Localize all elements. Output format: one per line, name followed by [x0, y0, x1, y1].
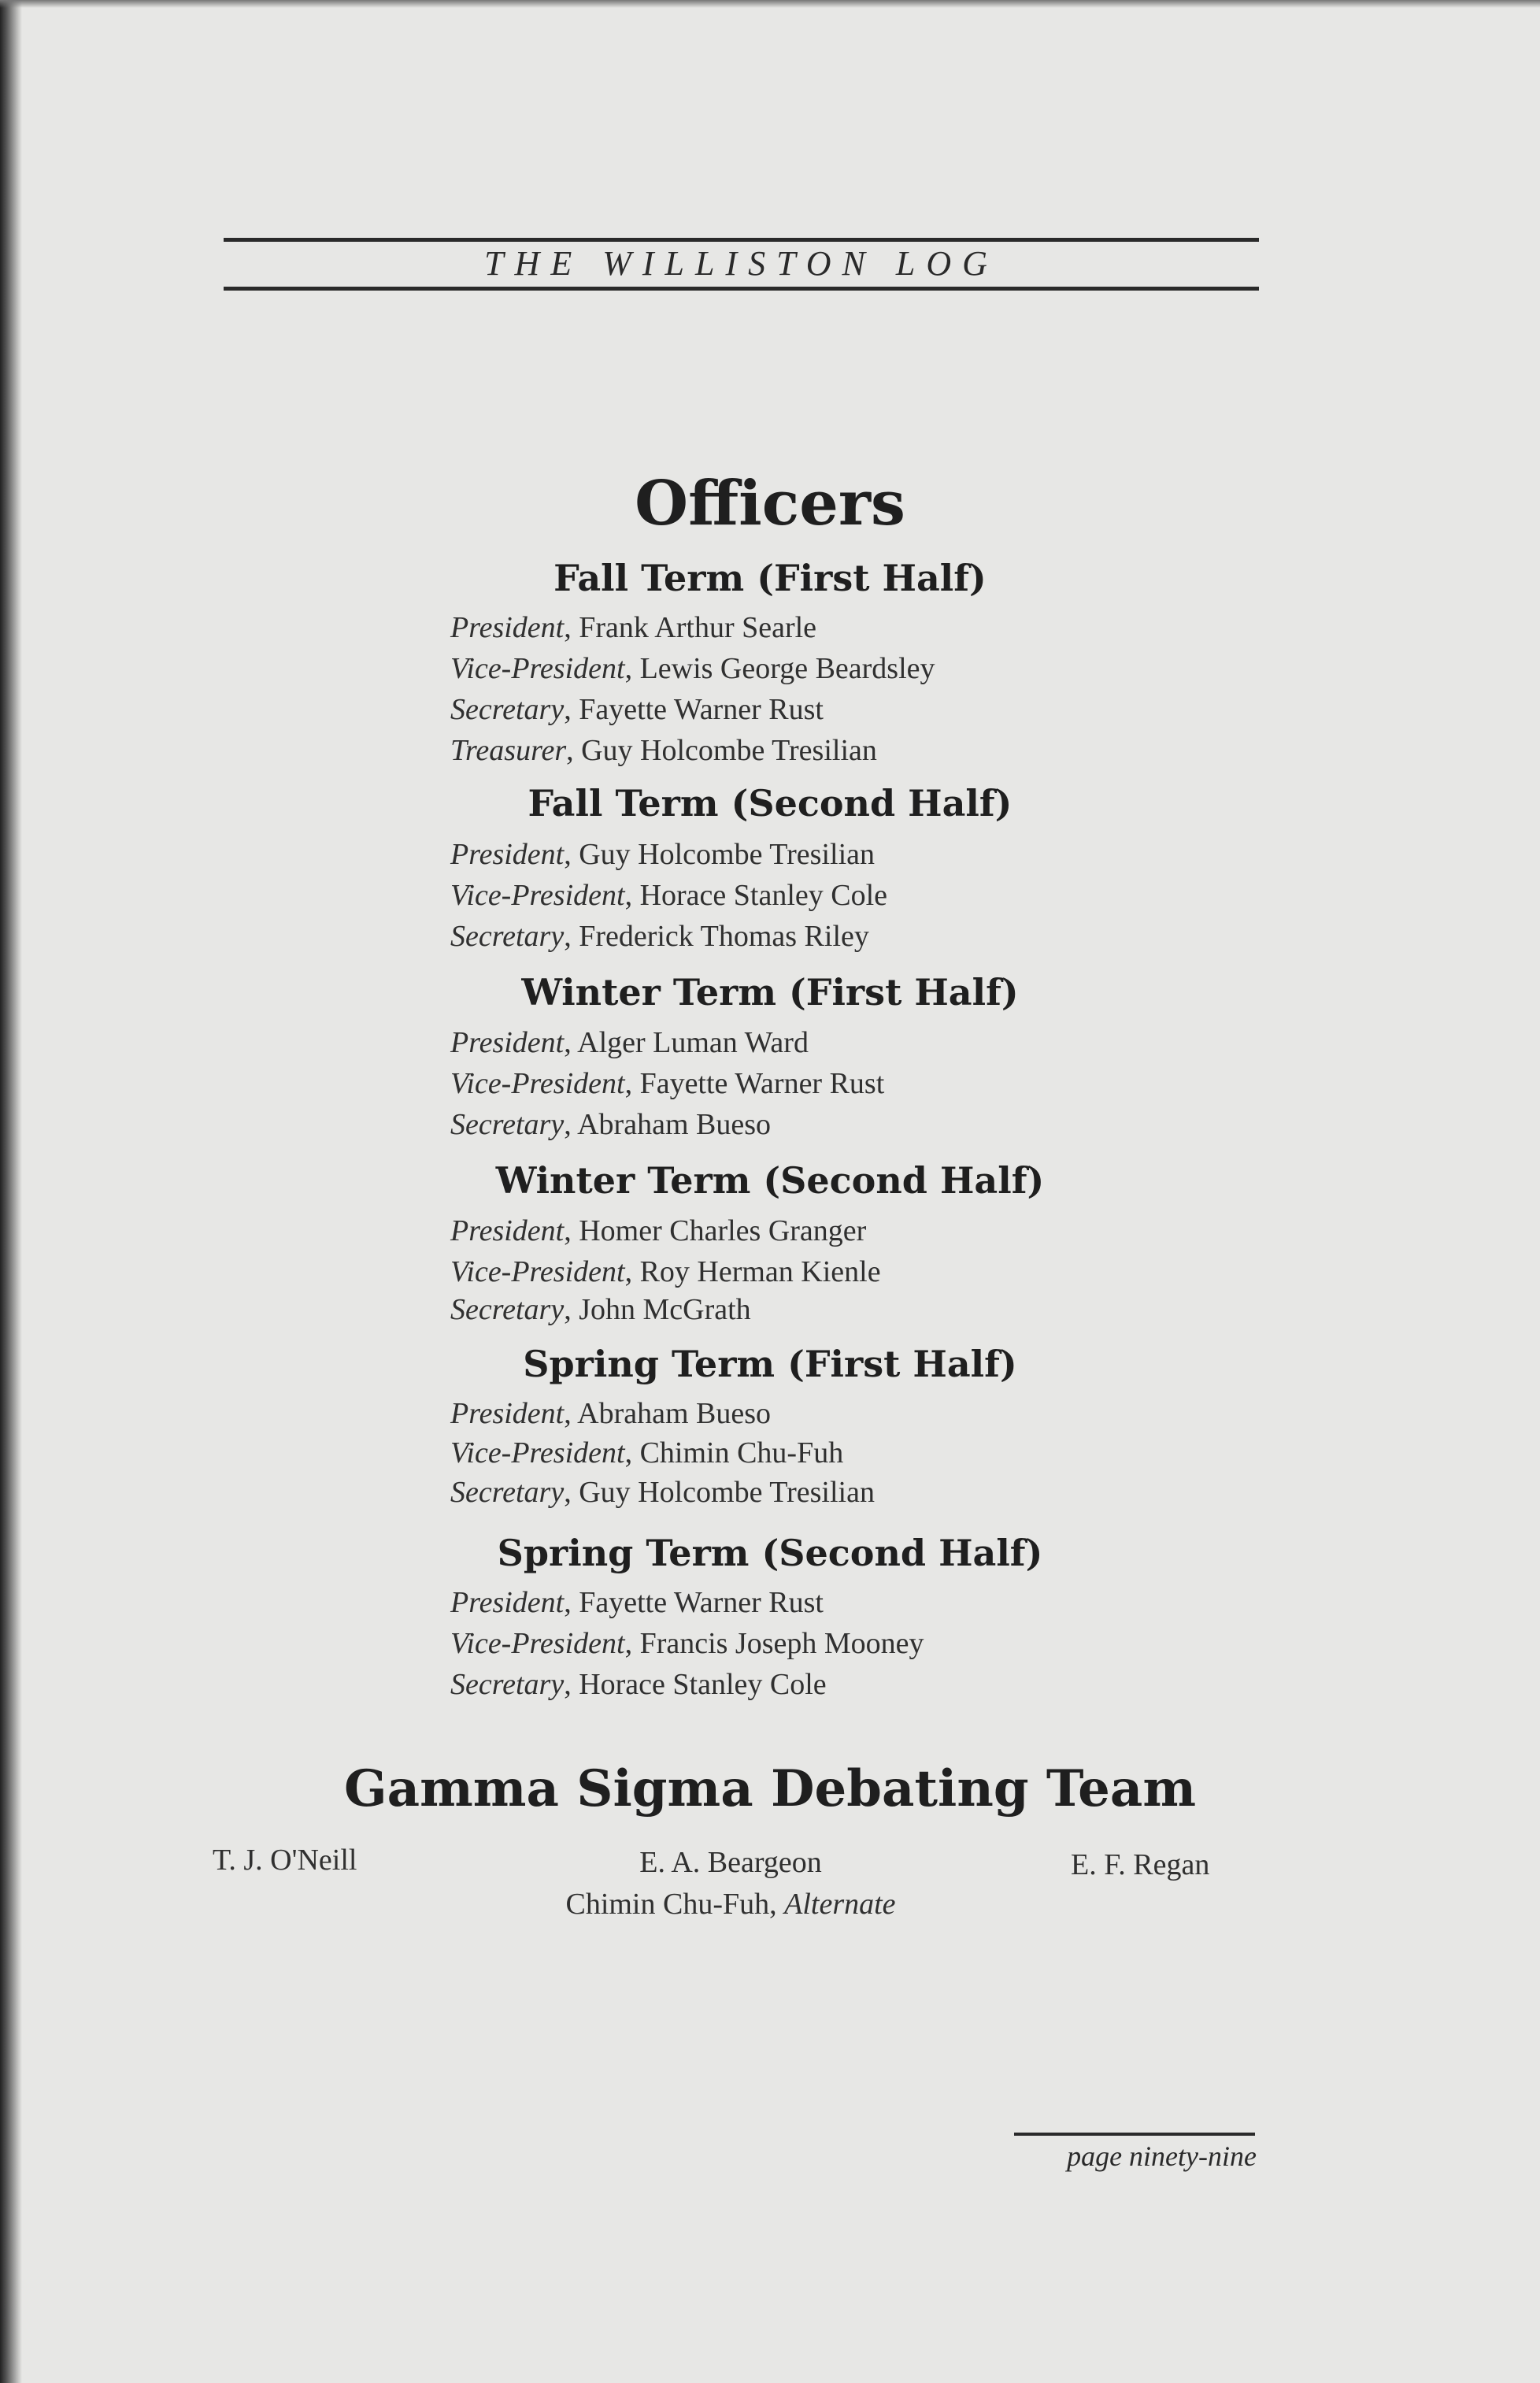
term-heading: Fall Term (First Half) — [553, 557, 987, 599]
officer-name: Chimin Chu-Fuh — [639, 1436, 844, 1469]
officer-name: Guy Holcombe Tresilian — [579, 1476, 875, 1509]
officer-entry: President, Homer Charles Granger — [450, 1214, 867, 1247]
page-number: page ninety-nine — [1067, 2140, 1257, 2172]
officer-name: John McGrath — [579, 1293, 751, 1326]
officer-name: Lewis George Beardsley — [639, 652, 935, 685]
officer-entry: President, Abraham Bueso — [450, 1397, 772, 1430]
officer-name: Alger Luman Ward — [577, 1026, 809, 1059]
team-member: E. A. Beargeon — [639, 1846, 822, 1879]
team-member: E. F. Regan — [1071, 1848, 1210, 1881]
officer-name: Horace Stanley Cole — [639, 879, 888, 912]
officer-role: Vice-President — [450, 1627, 625, 1660]
term-heading: Winter Term (First Half) — [521, 971, 1019, 1014]
officer-entry: President, Frank Arthur Searle — [450, 611, 817, 644]
officer-entry: President, Fayette Warner Rust — [450, 1586, 824, 1619]
officer-role: Secretary — [450, 1293, 565, 1326]
officer-role: Vice-President — [450, 1067, 625, 1100]
running-head: THE WILLISTON LOG — [484, 244, 998, 283]
officer-name: Fayette Warner Rust — [579, 693, 824, 726]
officer-name: Homer Charles Granger — [579, 1214, 867, 1247]
term-heading: Spring Term (Second Half) — [497, 1532, 1043, 1574]
officer-role: President — [450, 1214, 565, 1247]
officer-entry: Secretary, Frederick Thomas Riley — [450, 920, 869, 953]
officer-name: Abraham Bueso — [577, 1108, 771, 1141]
officer-role: Secretary — [450, 693, 565, 726]
officer-name: Horace Stanley Cole — [579, 1668, 827, 1701]
officer-role: President — [450, 1586, 565, 1619]
officer-role: Vice-President — [450, 879, 625, 912]
officer-entry: Secretary, Abraham Bueso — [450, 1108, 771, 1141]
officer-name: Abraham Bueso — [577, 1397, 772, 1430]
officer-entry: Secretary, Fayette Warner Rust — [450, 693, 824, 726]
officer-role: Secretary — [450, 1668, 565, 1701]
term-heading: Winter Term (Second Half) — [495, 1159, 1045, 1202]
term-heading: Spring Term (First Half) — [523, 1343, 1017, 1385]
officer-name: Guy Holcombe Tresilian — [579, 838, 876, 871]
officer-entry: Secretary, Horace Stanley Cole — [450, 1668, 827, 1701]
officer-name: Francis Joseph Mooney — [639, 1627, 924, 1660]
alternate-name: Chimin Chu-Fuh, — [565, 1888, 777, 1921]
officer-entry: Vice-President, Francis Joseph Mooney — [450, 1627, 924, 1660]
officer-name: Fayette Warner Rust — [639, 1067, 885, 1100]
officer-role: Vice-President — [450, 652, 625, 685]
page-top-edge — [0, 0, 1540, 8]
officer-role: Secretary — [450, 920, 565, 953]
officer-role: Secretary — [450, 1108, 565, 1141]
officer-name: Guy Holcombe Tresilian — [581, 734, 877, 767]
officer-entry: President, Guy Holcombe Tresilian — [450, 838, 876, 871]
officer-entry: Vice-President, Lewis George Beardsley — [450, 652, 935, 685]
term-heading: Fall Term (Second Half) — [528, 782, 1012, 825]
alternate-role: Alternate — [784, 1888, 896, 1921]
officer-entry: Vice-President, Roy Herman Kienle — [450, 1255, 881, 1288]
officers-title: Officers — [635, 468, 905, 539]
officer-name: Frank Arthur Searle — [579, 611, 817, 644]
officer-name: Fayette Warner Rust — [579, 1586, 824, 1619]
officer-entry: Vice-President, Horace Stanley Cole — [450, 879, 888, 912]
officer-entry: Secretary, John McGrath — [450, 1293, 751, 1326]
officer-role: Vice-President — [450, 1436, 625, 1469]
officer-role: President — [450, 838, 565, 871]
officer-entry: President, Alger Luman Ward — [450, 1026, 809, 1059]
officer-entry: Vice-President, Fayette Warner Rust — [450, 1067, 885, 1100]
officer-role: President — [450, 1026, 565, 1059]
footer-rule — [1014, 2133, 1255, 2136]
debating-team-title: Gamma Sigma Debating Team — [343, 1759, 1197, 1818]
officer-role: President — [450, 1397, 565, 1430]
header-rule-bottom — [224, 287, 1259, 291]
officer-name: Frederick Thomas Riley — [579, 920, 869, 953]
officer-entry: Treasurer, Guy Holcombe Tresilian — [450, 734, 877, 767]
header-rule-top — [224, 238, 1259, 242]
officer-role: Treasurer — [450, 734, 567, 767]
officer-role: Secretary — [450, 1476, 565, 1509]
team-member: T. J. O'Neill — [213, 1844, 357, 1877]
officer-entry: Secretary, Guy Holcombe Tresilian — [450, 1476, 875, 1509]
officer-role: President — [450, 611, 565, 644]
officer-entry: Vice-President, Chimin Chu-Fuh — [450, 1436, 844, 1469]
officer-role: Vice-President — [450, 1255, 625, 1288]
team-alternate — [0, 1885, 1461, 1924]
officer-name: Roy Herman Kienle — [639, 1255, 881, 1288]
